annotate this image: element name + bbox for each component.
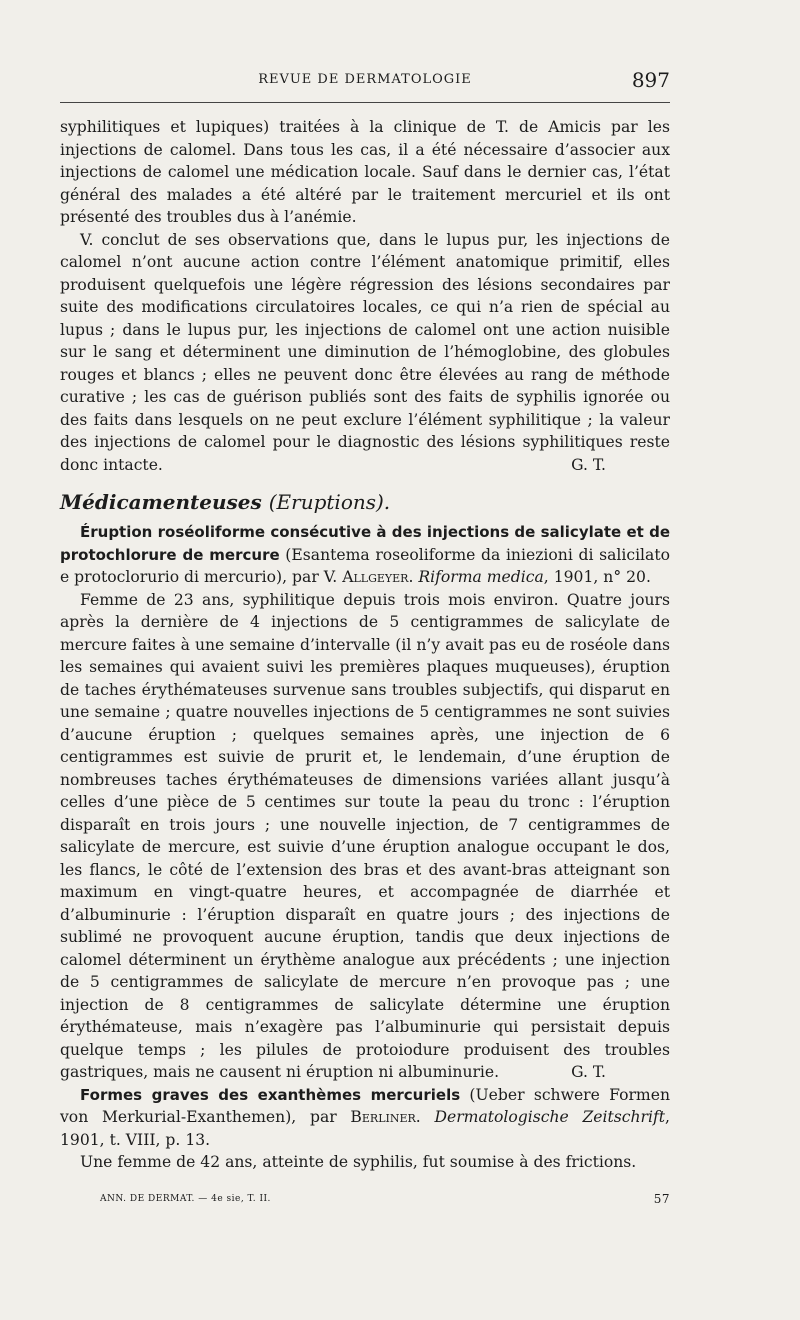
paragraph-conclusion-text: V. conclut de ses observations que, dans le lupus pur, les injections de calomel n’ont aucune action contre l’élément anatomique primitif, elles produisent quelquefois une légère régression des lésions secondaires par suite des modifications circulatoires locales, ce qui n’a rien de spécial au lupus ; dans le lupus pur, les injections de calomel ont une action nuisible sur le sang et déterminent une diminution de l’hémoglobine, des globules rouges et blancs ; elles ne peuvent donc être élevées au rang de méthode curative ; les cas de guérison publiés sont des faits de syphilis ignorée ou des faits dans lesquels on ne peut exclure l’élément syphilitique ; la valeur des injections de calomel pour le diagnostic des lésions syphilitiques reste donc intacte. xyxy=(60,230,670,474)
page-number: 897 xyxy=(631,68,670,92)
body-text xyxy=(60,116,670,1174)
article-separator: . xyxy=(415,1108,435,1126)
footer-signature-mark: ANN. DE DERMAT. — 4e sie, T. II. xyxy=(100,1194,271,1204)
article-journal: Dermatologische Zeitschrift xyxy=(434,1108,666,1126)
article-body xyxy=(60,589,670,1084)
signature: G. T. xyxy=(571,1063,606,1081)
article-reference: , 1901, n° 20. xyxy=(543,568,651,586)
paragraph-continuation: syphilitiques et lupiques) traitées à la clinique de T. de Amicis par les injections de calomel. Dans tous les cas, il a été nécessaire d’associer aux injections de calomel une médication locale. Sauf dans le dernier cas, l’état général des malades a été altéré par le traitement mercuriel et ils ont présenté des troubles dus à l’anémie. xyxy=(60,118,670,226)
section-heading xyxy=(60,489,670,515)
article-citation xyxy=(60,521,670,589)
article-citation xyxy=(60,1084,670,1152)
article-original-title: (Ueber schwere Formen von Merkurial-Exanthemen), par xyxy=(60,1085,670,1126)
article-journal: Riforma medica xyxy=(418,568,544,586)
header-rule xyxy=(60,102,670,103)
page-header xyxy=(60,68,670,96)
section-heading-paren: (Eruptions). xyxy=(268,490,391,514)
article-author: Allgeyer xyxy=(342,568,409,586)
article-title: Éruption roséoliforme consécutive à des injections de salicylate et de protochlorure de mercure xyxy=(60,523,670,564)
signature: G. T. xyxy=(571,455,606,474)
article-body: Une femme de 42 ans, atteinte de syphilis, fut soumise à des frictions. xyxy=(80,1153,637,1171)
article-title: Formes graves des exanthèmes mercuriels xyxy=(80,1085,461,1104)
article-separator: . xyxy=(408,568,419,586)
article-body-text: Femme de 23 ans, syphilitique depuis trois mois environ. Quatre jours après la dernière de 4 injections de 5 centigrammes de salicylate de mercure faites à une semaine d’intervalle (il n’y avait pas eu de roséole dans les semaines qui avaient suivi les premières plaques muqueuses), éruption de taches érythémateuses survenue sans troubles subjectifs, qui disparut en une semaine ; quatre nouvelles injections de 5 centigrammes ne sont suivies d’aucune éruption ; quelques semaines après, une injection de 6 centigrammes est suivie de prurit et, le lendemain, d’une éruption de nombreuses taches érythémateuses de dimensions variées allant jusqu’à celles d’une pièce de 5 centimes sur toute la peau du tronc : l’éruption disparaît en trois jours ; une nouvelle injection, de 7 centigrammes de salicylate de mercure, est suivie d’une éruption analogue occupant le dos, les flancs, le côté de l’extension des bras et des avant-bras atteignant son maximum en vingt-quatre heures, et accompagnée de diarrhée et d’albuminurie : l’éruption disparaît en quatre jours ; des injections de sublimé ne provoquent aucune éruption, tandis que deux injections de calomel déterminent un érythème analogue aux précédents ; une injection de 5 centigrammes de salicylate de mercure n’en provoque pas ; une injection de 8 centigrammes de salicylate détermine une éruption érythémateuse, mais n’exagère pas l’albuminurie qui persistait depuis quelque temps ; les pilules de protoiodure produisent des troubles gastriques, mais ne causent ni éruption ni albuminurie. xyxy=(60,590,670,1081)
section-heading-main: Médicamenteuses xyxy=(60,490,262,514)
page-footer xyxy=(100,1192,670,1212)
footer-sheet-number: 57 xyxy=(653,1192,670,1206)
article-reference: , 1901, t. VIII, p. 13. xyxy=(60,1108,671,1149)
article-original-title: (Esantema roseoliforme da iniezioni di salicilato e protoclorurio di mercurio), par V. xyxy=(60,545,671,586)
running-title: REVUE DE DERMATOLOGIE xyxy=(258,72,472,87)
paragraph-conclusion xyxy=(60,229,670,477)
article-author: Berliner xyxy=(350,1108,416,1126)
